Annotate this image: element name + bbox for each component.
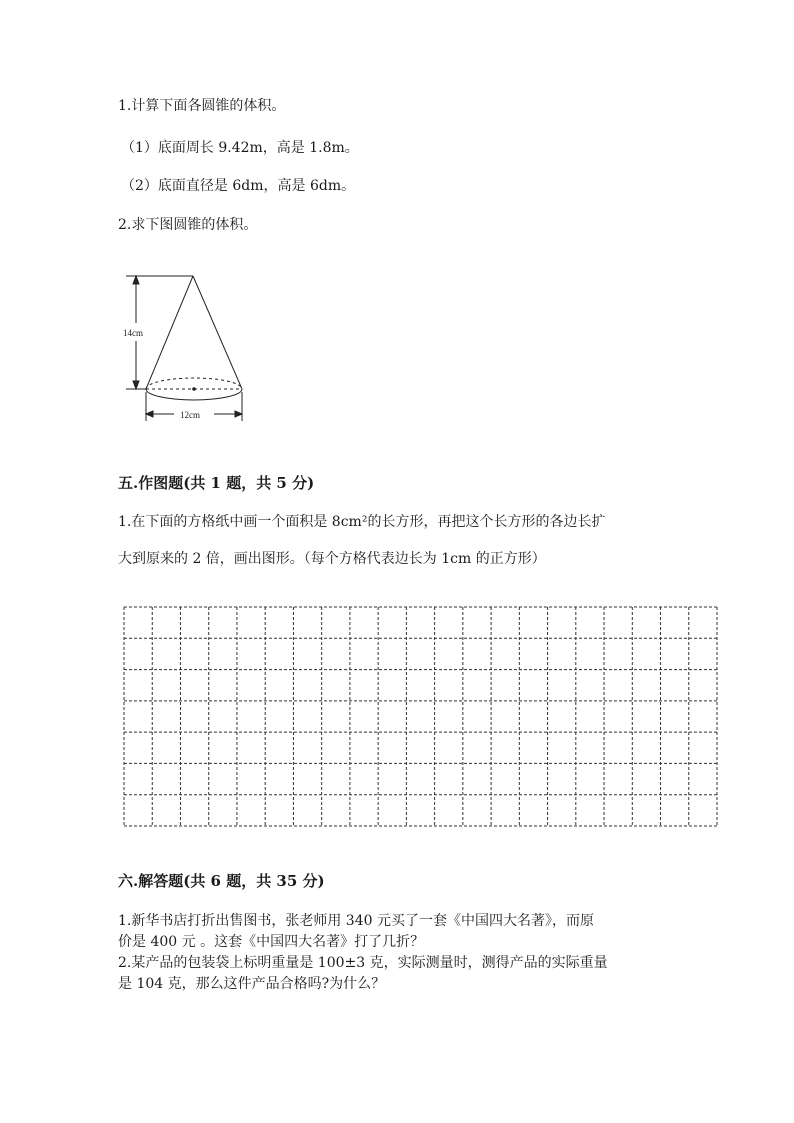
height-arrow-down: [133, 381, 139, 389]
question-4-1-sub-2: （2）底面直径是 6dm，高是 6dm。: [121, 178, 356, 194]
height-arrow-up: [133, 276, 139, 284]
question-4-2: 2.求下图圆锥的体积。: [118, 217, 258, 233]
base-center-dot: [192, 387, 196, 391]
cone-right-side: [193, 276, 242, 389]
diameter-label: 12cm: [180, 410, 200, 420]
diameter-arrow-left: [146, 411, 153, 417]
height-label: 14cm: [123, 328, 143, 338]
question-5-1-line-1: 1.在下面的方格纸中画一个面积是 8cm²的长方形，再把这个长方形的各边长扩: [118, 514, 606, 530]
question-6-2-line-1: 2.某产品的包装袋上标明重量是 100±3 克，实际测量时，测得产品的实际重量: [118, 955, 608, 971]
section-6-title: 六.解答题(共 6 题，共 35 分): [118, 872, 325, 890]
question-4-1: 1.计算下面各圆锥的体积。: [118, 98, 286, 114]
section-5-title: 五.作图题(共 1 题，共 5 分): [118, 474, 315, 492]
cone-left-side: [146, 276, 193, 389]
question-6-1-line-2: 价是 400 元 。这套《中国四大名著》打了几折？: [118, 934, 425, 950]
question-5-1-line-2: 大到原来的 2 倍，画出图形。（每个方格代表边长为 1cm 的正方形）: [118, 551, 546, 567]
diameter-arrow-right: [235, 411, 242, 417]
cone-figure: [118, 268, 258, 428]
question-4-1-sub-1: （1）底面周长 9.42m，高是 1.8m。: [121, 140, 359, 156]
question-6-2-line-2: 是 104 克，那么这件产品合格吗?为什么？: [118, 976, 386, 992]
square-grid-paper[interactable]: [123, 606, 718, 828]
question-6-1-line-1: 1.新华书店打折出售图书，张老师用 340 元买了一套《中国四大名著》，而原: [118, 913, 594, 929]
